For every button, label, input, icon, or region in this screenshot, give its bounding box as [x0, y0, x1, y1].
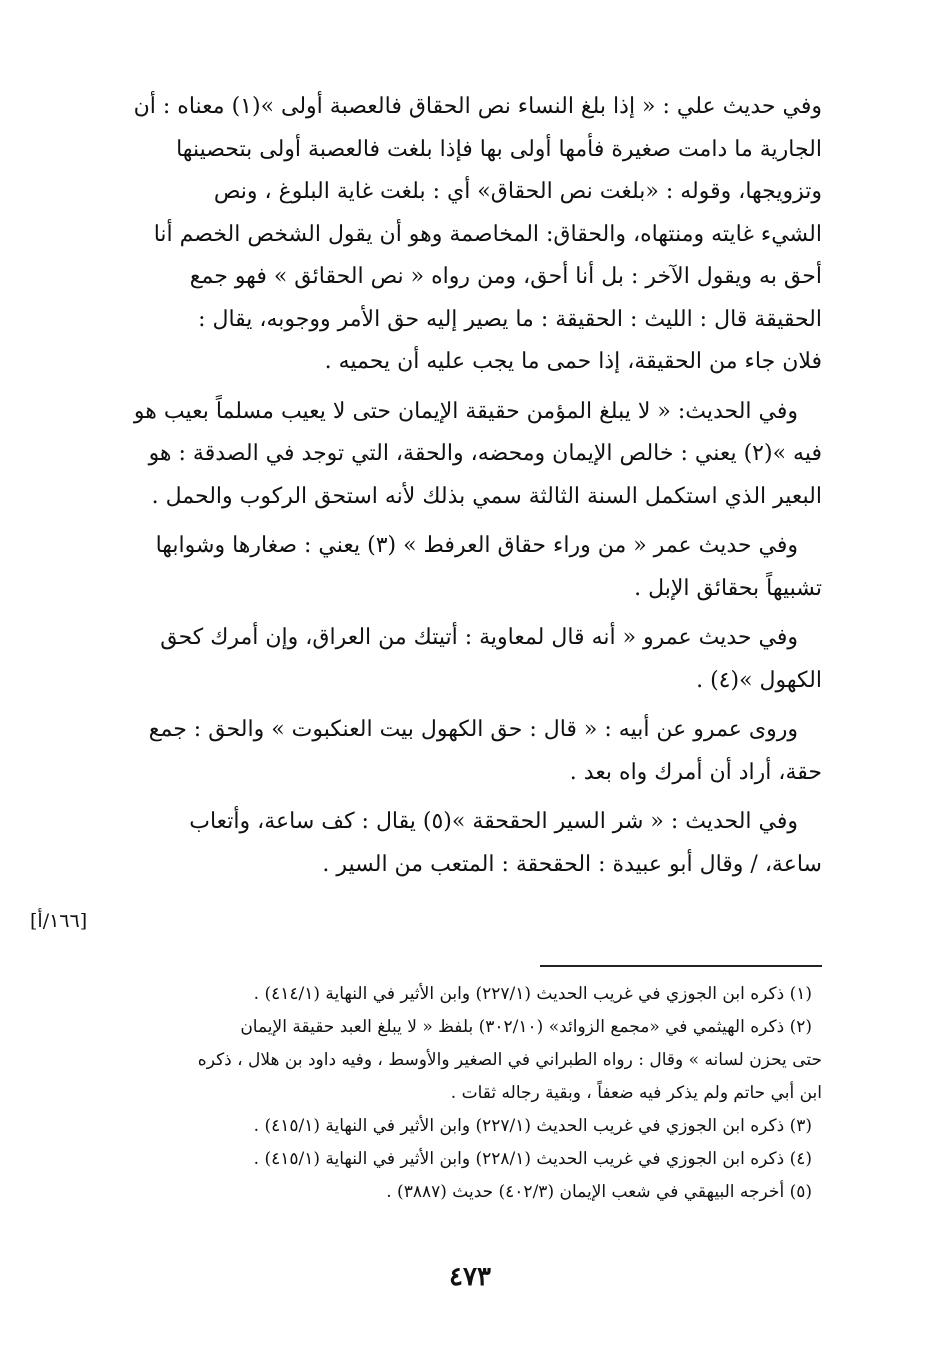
manuscript-folio-reference: [١٦٦/أ] — [30, 910, 88, 932]
paragraph-amr-hadith — [110, 617, 822, 702]
footnote-3 — [110, 1110, 822, 1143]
text-line: وفي حديث عمرو « أنه قال لمعاوية : أتيتك من العراق، وإن أمرك كحق — [160, 625, 798, 650]
footnote-separator — [540, 965, 822, 967]
paragraph-haqhaqa-hadith — [110, 801, 822, 886]
main-text-body — [110, 86, 822, 893]
footnote-4 — [110, 1143, 822, 1176]
text-line: فلان جاء من الحقيقة، إذا حمى ما يجب عليه أن يحميه . — [324, 349, 822, 374]
text-line: وفي الحديث: « لا يبلغ المؤمن حقيقة الإيمان حتى لا يعيب مسلماً بعيب هو — [133, 398, 798, 424]
paragraph-ali-hadith — [110, 86, 822, 384]
text-line: الحقيقة قال : الليث : الحقيقة : ما يصير إليه حق الأمر ووجوبه، يقال : — [198, 306, 822, 332]
text-line: الجارية ما دامت صغيرة فأمها أولى بها فإذا بلغت فالعصبة أولى بتحصينها — [176, 136, 822, 162]
text-line: فيه »(٢) يعني : خالص الإيمان ومحضه، والحقة، التي توجد في الصدقة : هو — [148, 441, 822, 466]
text-line: أحق به ويقول الآخر : بل أنا أحق، ومن رواه « نص الحقائق » فهو جمع — [189, 264, 822, 289]
footnote-line: (٥) أخرجه البيهقي في شعب الإيمان (٤٠٢/٣) حديث (٣٨٨٧) . — [386, 1182, 812, 1202]
footnote-1 — [110, 978, 822, 1011]
text-line: وفي حديث عمر « من وراء حقاق العرفط » (٣) يعني : صغارها وشوابها — [155, 533, 798, 558]
footnote-line: (٤) ذكره ابن الجوزي في غريب الحديث (٢٢٨/١) وابن الأثير في النهاية (٤١٥/١) . — [253, 1149, 812, 1169]
footnote-line: (٢) ذكره الهيثمي في «مجمع الزوائد» (٣٠٢/١٠) بلفظ « لا يبلغ العبد حقيقة الإيمان — [240, 1017, 812, 1037]
footnote-line: حتى يحزن لسانه » وقال : رواه الطبراني في الصغير والأوسط ، وفيه داود بن هلال ، ذكره — [197, 1050, 822, 1070]
footnote-2 — [110, 1011, 822, 1110]
text-line: وروى عمرو عن أبيه : « قال : حق الكهول بيت العنكبوت » والحق : جمع — [148, 717, 798, 742]
footnotes — [110, 978, 822, 1209]
text-line: البعير الذي استكمل السنة الثالثة سمي بذلك لأنه استحق الركوب والحمل . — [151, 483, 822, 509]
footnote-line: (٣) ذكره ابن الجوزي في غريب الحديث (٢٢٧/١) وابن الأثير في النهاية (٤١٥/١) . — [253, 1116, 812, 1136]
text-line: وفي الحديث : « شر السير الحقحقة »(٥) يقال : كف ساعة، وأتعاب — [189, 809, 798, 834]
text-line: وتزويجها، وقوله : «بلغت نص الحقاق» أي : بلغت غاية البلوغ ، ونص — [213, 179, 822, 204]
paragraph-amr-narration — [110, 709, 822, 794]
text-line: وفي حديث علي : « إذا بلغ النساء نص الحقاق فالعصبة أولى »(١) معناه : أن — [133, 94, 822, 119]
paragraph-umar-hadith — [110, 525, 822, 610]
text-line: تشبيهاً بحقائق الإبل . — [634, 575, 822, 601]
footnote-line: ابن أبي حاتم ولم يذكر فيه ضعفاً ، وبقية رجاله ثقات . — [450, 1083, 822, 1103]
text-line: حقة، أراد أن أمرك واه بعد . — [569, 759, 822, 785]
text-line: الشيء غايته ومنتهاه، والحقاق: المخاصمة وهو أن يقول الشخص الخصم أنا — [153, 221, 822, 247]
page-number: ٤٧٣ — [449, 1262, 491, 1292]
footnote-line: (١) ذكره ابن الجوزي في غريب الحديث (٢٢٧/١) وابن الأثير في النهاية (٤١٤/١) . — [253, 984, 812, 1004]
paragraph-iman-hadith — [110, 391, 822, 519]
text-line: ساعة، / وقال أبو عبيدة : الحقحقة : المتعب من السير . — [322, 851, 822, 877]
footnote-5 — [110, 1176, 822, 1209]
text-line: الكهول »(٤) . — [696, 667, 822, 693]
